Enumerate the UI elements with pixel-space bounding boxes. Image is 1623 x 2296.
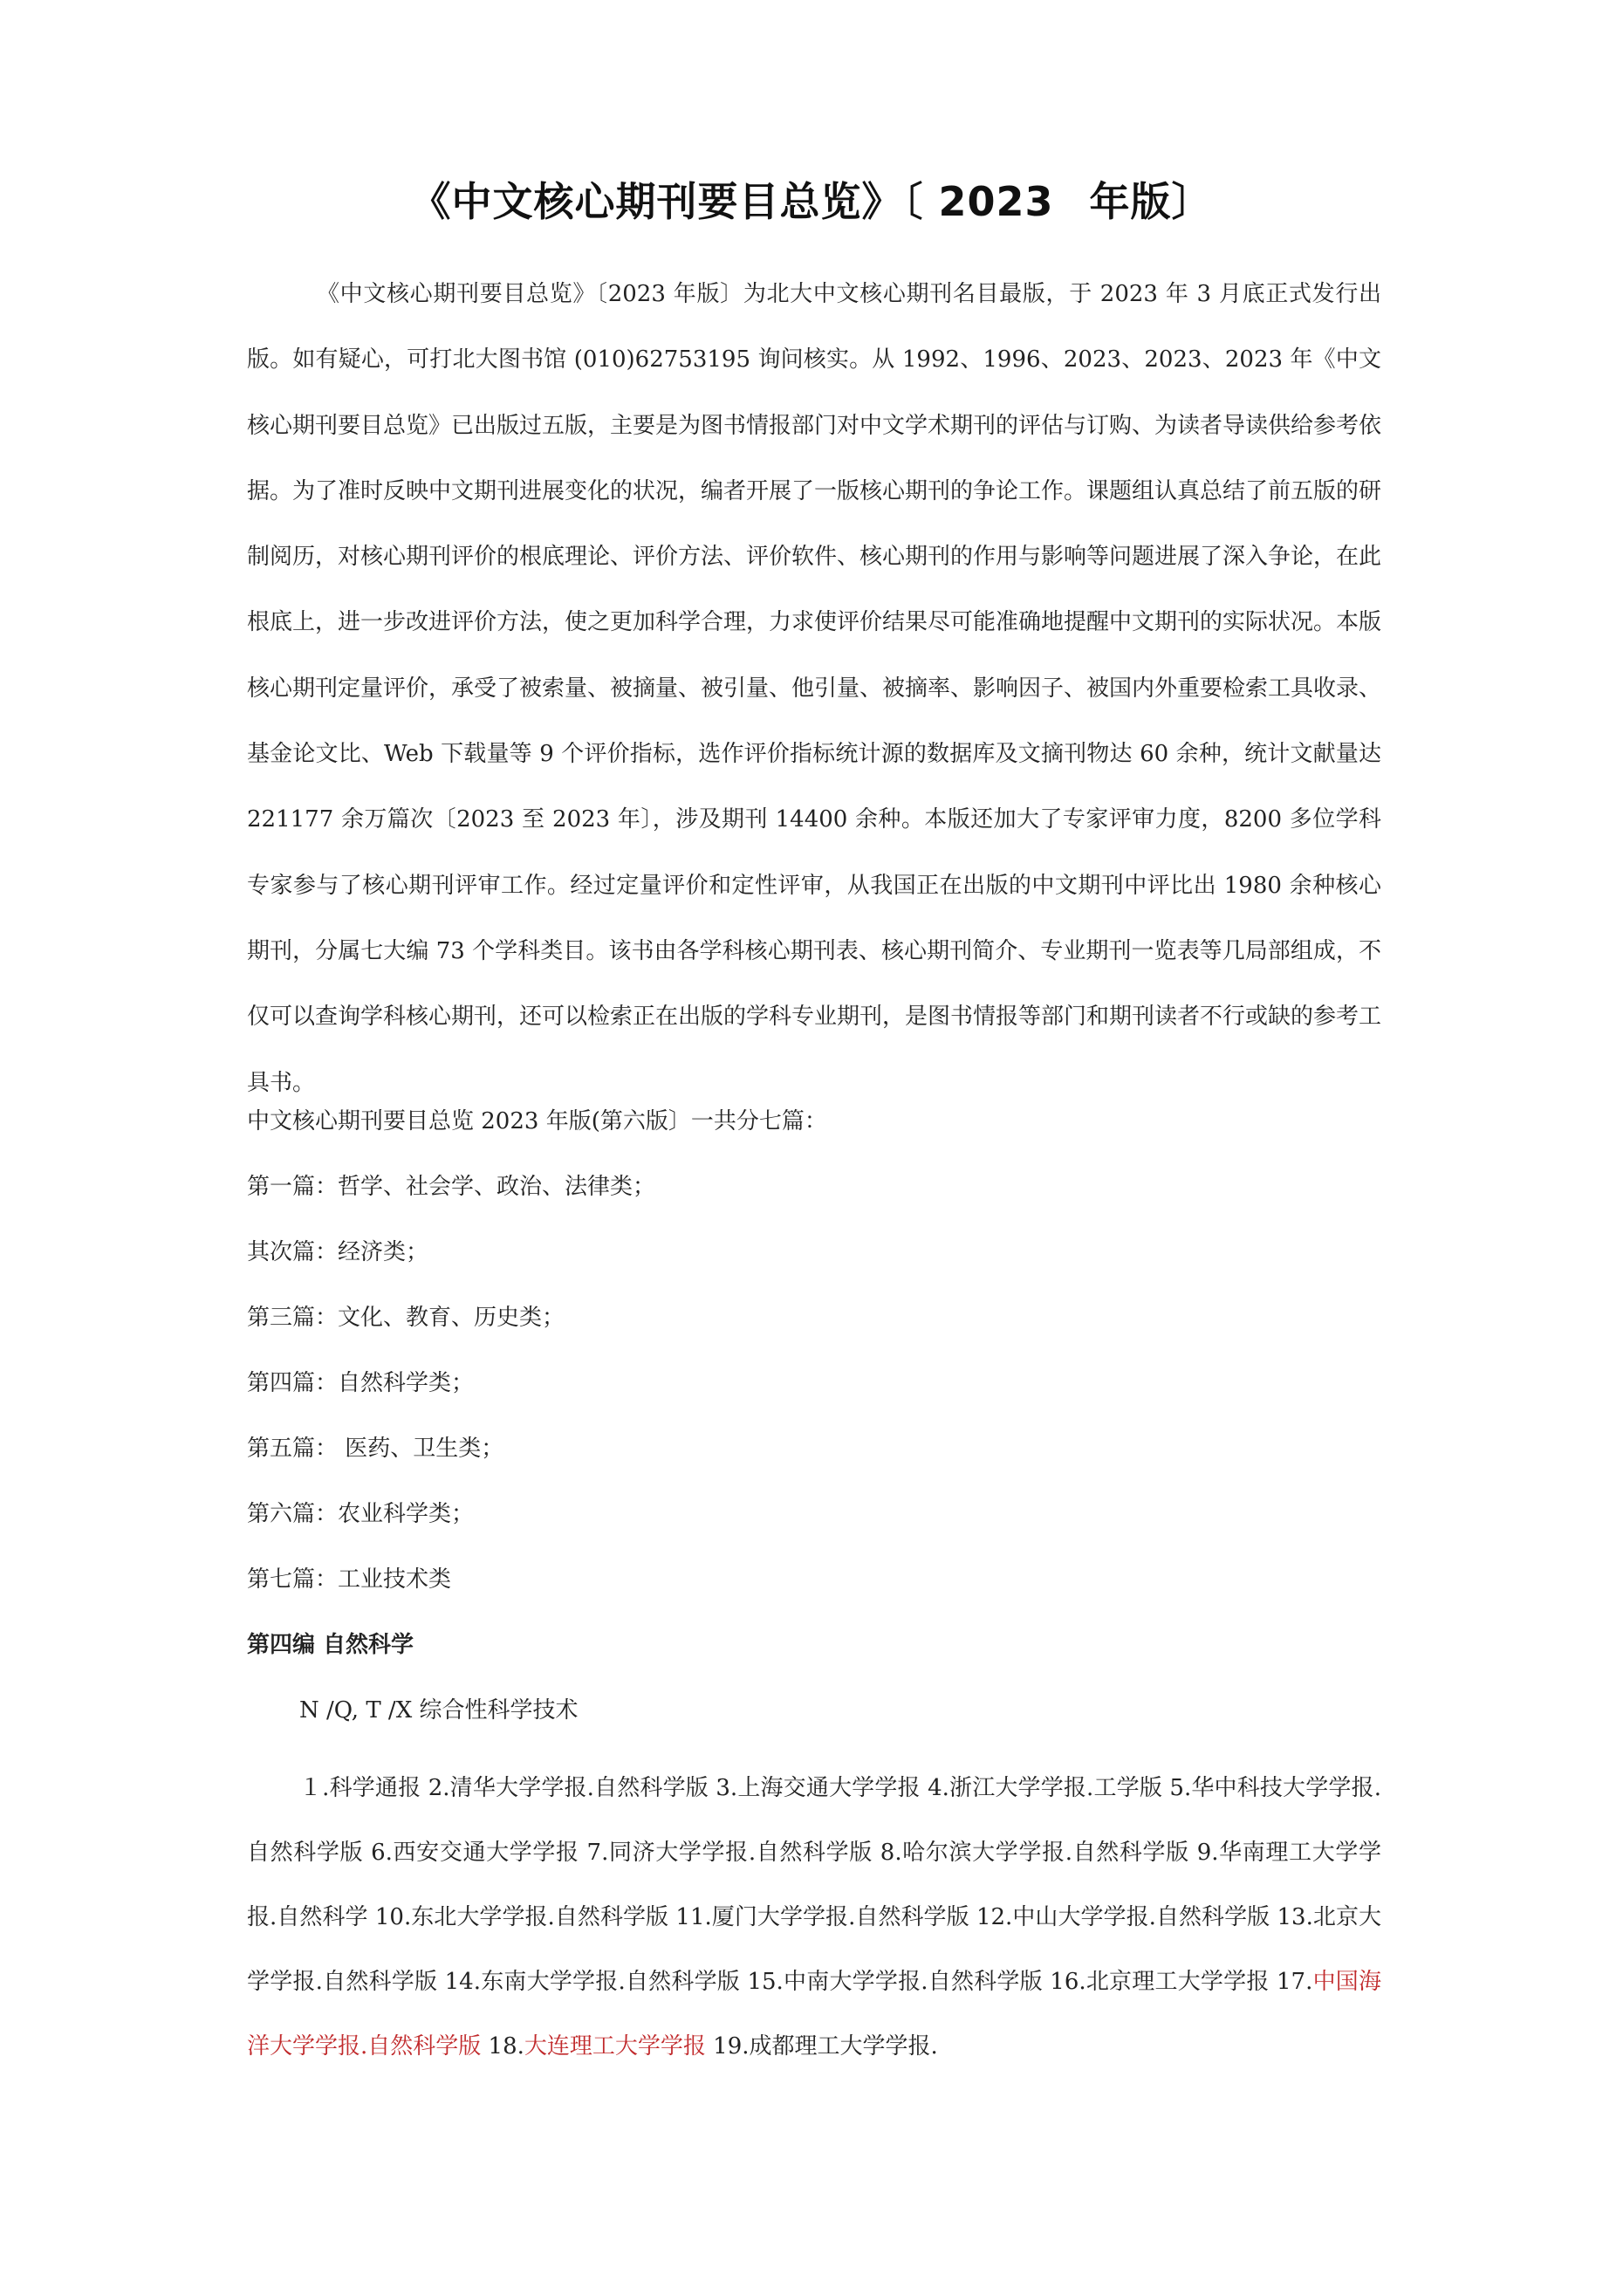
title-text-b: 年版〕 [1089,178,1213,225]
summary-line: 中文核心期刊要目总览 2023 年版(第六版〕一共分七篇： [247,1108,827,1134]
part-item: 第四篇：自然科学类； [247,1370,475,1396]
subsection-heading: N /Q, T /X 综合性科学技术 [299,1697,579,1724]
journal-list-text: 19.成都理工大学学报. [705,2033,938,2060]
journal-list-text: 18. [481,2033,524,2060]
title-year: 2023 [938,178,1054,225]
journal-list-text: １.科学通报 2.清华大学学报.自然科学版 3.上海交通大学学报 4.浙江大学学报.工学版 5.华中科技大学学报.自然科学版 6.西安交通大学学报 7.同济大学学报.自然科学版 8.哈尔滨大学学报.自然科学版 9.华南理工大学学报.自然科学 10.东北大学学报.自然科学版 11.厦门大学学报.自然科学版 12.中山大学学报.自然科学版 13.北京大学学报.自然科学版 14.东南大学学报.自然科学版 15.中南大学学报.自然科学版 16.北京理工大学学报 17. [247,1775,1381,1995]
part-item: 第六篇：农业科学类； [247,1501,475,1527]
journal-highlight: 中国海洋大学学报.自然科学版 [247,1969,1381,2060]
section-heading: 第四编 自然科学 [247,1632,414,1658]
part-item: 第七篇：工业技术类 [247,1566,452,1593]
journal-highlight: 大连理工大学学报 [524,2033,706,2060]
part-item: 其次篇：经济类； [247,1239,429,1265]
document-title [0,171,1623,232]
part-item: 第三篇：文化、教育、历史类； [247,1305,565,1331]
intro-block [247,262,1381,1116]
part-item: 第五篇： 医药、卫生类； [247,1436,504,1462]
journal-list [247,1756,1381,2079]
intro-paragraph: 《中文核心期刊要目总览》〔2023 年版〕为北大中文核心期刊名目最版，于 2023 年 3 月底正式发行出版。如有疑心，可打北大图书馆 (010)62753195 询问核实。从 1992、1996、2023、2023、2023 年《中文核心期刊要目总览》已出版过五版，主要是为图书情报部门对中文学术期刊的评估与订购、为读者导读供给参考依据。为了准时反映中文期刊进展变化的状况，编者开展了一版核心期刊的争论工作。课题组认真总结了前五版的研制阅历，对核心期刊评价的根底理论、评价方法、评价软件、核心期刊的作用与影响等问题进展了深入争论，在此根底上，进一步改进评价方法，使之更加科学合理，力求使评价结果尽可能准确地提醒中文期刊的实际状况。本版核心期刊定量评价，承受了被索量、被摘量、被引量、他引量、被摘率、影响因子、被国内外重要检索工具收录、基金论文比、Web 下载量等 9 个评价指标，选作评价指标统计源的数据库及文摘刊物达 60 余种，统计文献量达 221177 余万篇次〔2023 至 2023 年〕，涉及期刊 14400 余种。本版还加大了专家评审力度，8200 多位学科专家参与了核心期刊评审工作。经过定量评价和定性评审，从我国正在出版的中文期刊中评比出 1980 余种核心期刊，分属七大编 73 个学科类目。该书由各学科核心期刊表、核心期刊简介、专业期刊一览表等几局部组成，不仅可以查询学科核心期刊，还可以检索正在出版的学科专业期刊，是图书情报等部门和期刊读者不行或缺的参考工具书。 [247,281,1382,1096]
title-text-a: 《中文核心期刊要目总览》〔 [410,178,924,225]
part-item: 第一篇：哲学、社会学、政治、法律类； [247,1174,656,1200]
